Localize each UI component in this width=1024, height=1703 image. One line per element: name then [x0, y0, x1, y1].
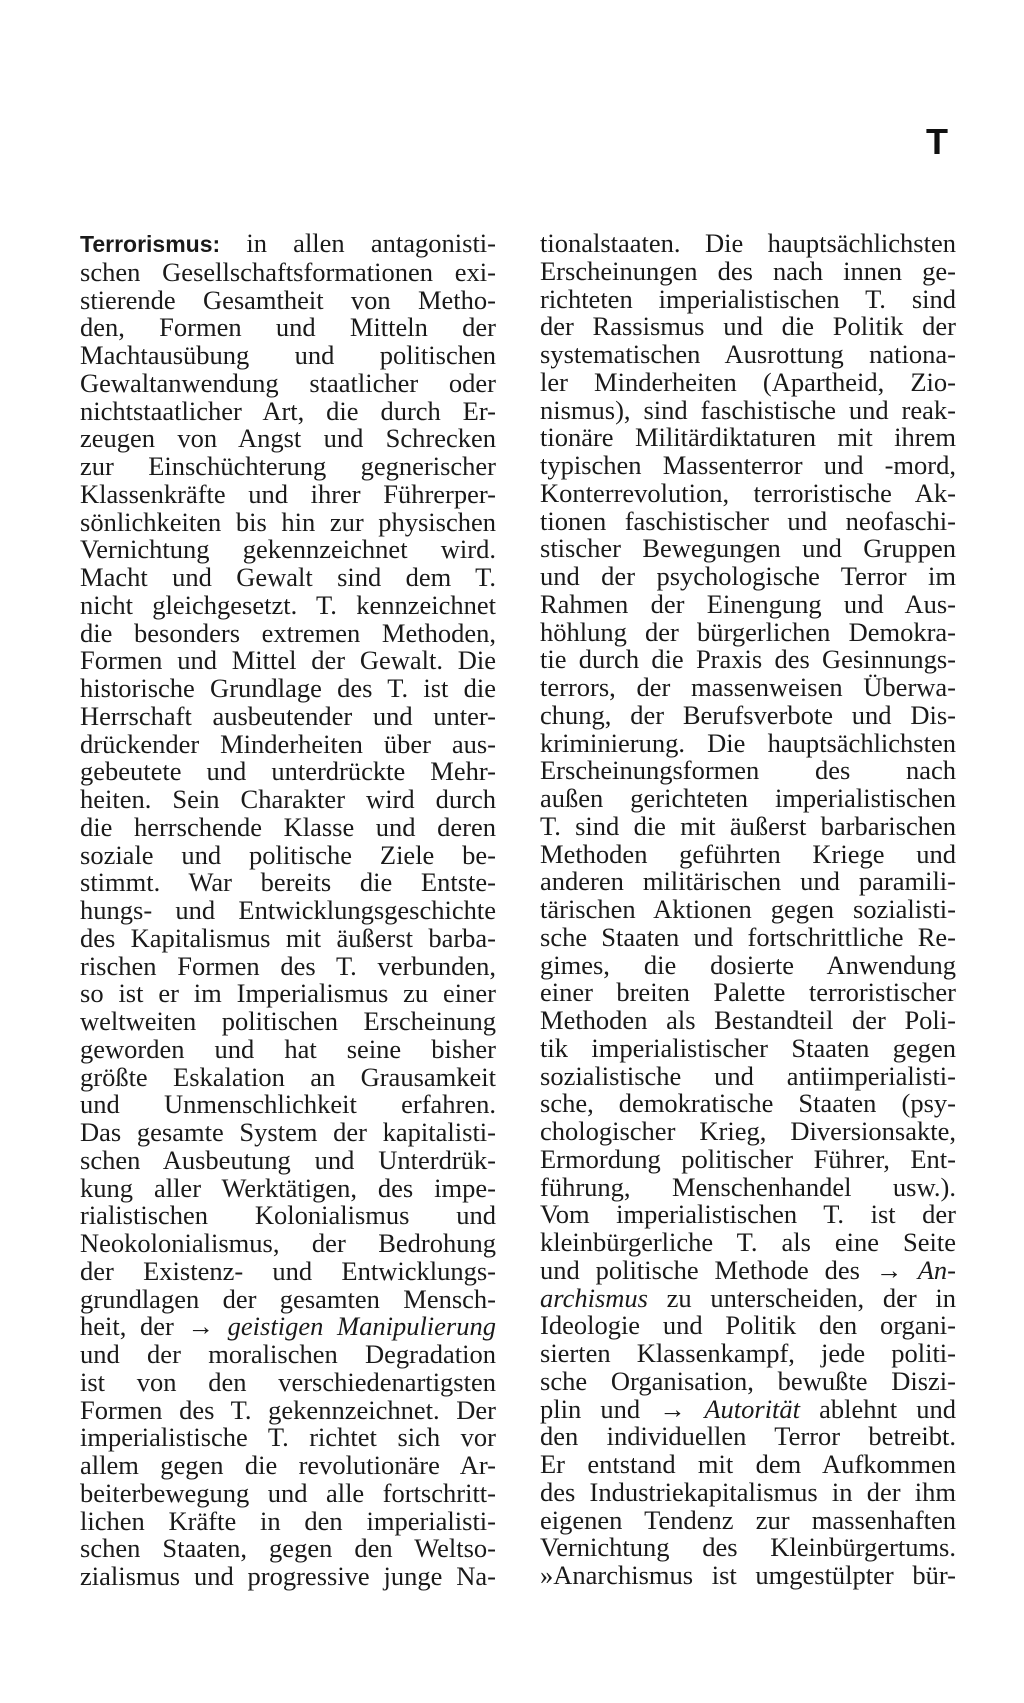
text-segment: gebeutete und unterdrückte Mehr- — [80, 756, 496, 787]
text-line — [540, 1060, 956, 1091]
text-line — [80, 1341, 496, 1369]
text-line — [540, 394, 956, 425]
text-line — [80, 1313, 496, 1341]
text-segment: Formen des T. gekennzeichnet. Der — [80, 1394, 496, 1425]
text-line — [80, 811, 496, 842]
text-segment: und der moralischen Degradation — [80, 1339, 496, 1369]
text-segment: kung aller Werktätigen, des impe- — [80, 1172, 496, 1203]
text-line — [80, 395, 496, 426]
text-segment: Er entstand mit dem Aufkommen — [540, 1449, 956, 1479]
text-line — [80, 1033, 496, 1064]
text-segment: geworden und hat seine bisher — [80, 1033, 496, 1064]
text-segment: typischen Massenterror und -mord, — [540, 450, 956, 480]
cross-reference: archismus — [540, 1282, 648, 1313]
text-line — [80, 478, 496, 509]
text-line — [540, 979, 956, 1007]
text-segment: sozialistische und antiimperialisti- — [540, 1060, 956, 1091]
text-line — [540, 588, 956, 619]
cross-reference: → Autorität — [659, 1393, 801, 1424]
text-segment: und politische Methode des — [540, 1254, 876, 1285]
text-segment: so ist er im Imperialismus zu einer — [80, 978, 496, 1009]
text-line — [80, 564, 496, 592]
text-line — [80, 1505, 496, 1536]
text-segment: ler Minderheiten (Apartheid, Zio- — [540, 366, 956, 397]
text-column-right — [540, 230, 956, 1590]
text-line — [80, 869, 496, 897]
text-segment: die herrschende Klasse und deren — [80, 811, 496, 842]
text-segment: stimmt. War bereits die Entste- — [80, 867, 496, 898]
text-line — [540, 452, 956, 480]
text-segment: ist von den verschiedenartigsten — [80, 1366, 496, 1397]
text-segment: der Rassismus und die Politik der — [540, 311, 956, 342]
text-line — [80, 314, 496, 342]
text-segment: führung, Menschenhandel usw.). — [540, 1171, 956, 1202]
text-segment: zur Einschüchterung gegnerischer — [80, 451, 496, 481]
text-segment: und Unmenschlichkeit erfahren. — [80, 1089, 496, 1120]
text-segment: systematischen Ausrottung nationa- — [540, 339, 956, 369]
text-segment: Methoden als Bestandteil der Poli- — [540, 1005, 956, 1035]
text-line — [80, 342, 496, 370]
text-line — [540, 810, 956, 841]
text-line — [540, 283, 956, 314]
text-line — [540, 424, 956, 452]
text-line — [540, 563, 956, 591]
text-line — [80, 1119, 496, 1147]
text-segment: Klassenkräfte und ihrer Führerper- — [80, 478, 496, 509]
text-segment: die besonders extremen Methoden, — [80, 617, 496, 648]
text-line — [540, 1504, 956, 1535]
text-line — [540, 868, 956, 896]
text-line — [540, 1393, 956, 1424]
text-line — [80, 367, 496, 398]
text-segment: schen Gesellschaftsformationen exi- — [80, 256, 496, 287]
text-line — [80, 1535, 496, 1563]
text-segment: Machtausübung und politischen — [80, 340, 496, 370]
text-segment: sche, demokratische Staaten (psy- — [540, 1088, 956, 1119]
text-segment: Formen und Mittel der Gewalt. Die — [80, 645, 496, 676]
text-line — [80, 839, 496, 870]
cross-reference: → An- — [875, 1254, 956, 1285]
text-line — [80, 980, 496, 1008]
text-line — [540, 366, 956, 397]
text-segment: heiten. Sein Charakter wird durch — [80, 784, 496, 814]
text-segment: den, Formen und Mitteln der — [80, 312, 496, 343]
text-segment: Vernichtung gekennzeichnet wird. — [80, 534, 496, 565]
text-line — [540, 1534, 956, 1562]
text-line — [80, 1563, 496, 1591]
text-segment: rialistischen Kolonialismus und — [80, 1200, 496, 1231]
text-segment: außen gerichteten imperialistischen — [540, 783, 956, 813]
text-segment: heit, der — [80, 1311, 188, 1342]
text-segment: Methoden geführten Kriege und — [540, 838, 956, 869]
text-segment: sönlichkeiten bis hin zur physischen — [80, 506, 496, 537]
text-line — [540, 313, 956, 341]
text-line — [80, 453, 496, 481]
text-segment: höhlung der bürgerlichen Demokra- — [540, 616, 956, 647]
text-segment: tik imperialistischer Staaten gegen — [540, 1032, 956, 1063]
text-segment: Konterrevolution, terroristische Ak- — [540, 477, 956, 508]
text-line — [540, 1282, 956, 1313]
text-segment: des Kapitalismus mit äußerst barba- — [80, 922, 496, 953]
text-segment: in allen antagonisti- — [246, 228, 496, 258]
text-line — [540, 646, 956, 674]
text-segment: den individuellen Terror betreibt. — [540, 1421, 956, 1452]
text-line — [540, 1340, 956, 1368]
text-line — [540, 477, 956, 508]
text-segment: soziale und politische Ziele be- — [80, 839, 496, 870]
text-line — [80, 897, 496, 925]
text-segment: Vom imperialistischen T. ist der — [540, 1199, 956, 1230]
text-segment: anderen militärischen und paramili- — [540, 866, 956, 897]
text-line — [80, 536, 496, 564]
text-line — [80, 506, 496, 537]
text-segment: grundlagen der gesamten Mensch- — [80, 1283, 496, 1314]
text-line — [540, 1451, 956, 1479]
text-line — [540, 674, 956, 702]
text-segment: zu unterscheiden, der in — [647, 1282, 956, 1313]
text-segment: Macht und Gewalt sind dem T. — [80, 562, 496, 592]
text-line — [80, 1172, 496, 1203]
text-line — [80, 647, 496, 675]
text-segment: tionalstaaten. Die hauptsächlichsten — [540, 228, 956, 258]
text-segment: Erscheinungsformen des nach — [540, 755, 956, 786]
text-line — [80, 1394, 496, 1425]
text-line — [540, 1090, 956, 1118]
text-segment: Erscheinungen des nach innen ge- — [540, 255, 956, 286]
text-segment: stierende Gesamtheit von Metho- — [80, 284, 496, 315]
text-segment: Herrschaft ausbeutender und unter- — [80, 700, 496, 731]
text-segment: plin und — [540, 1393, 660, 1424]
text-segment: schen Staaten, gegen den Weltso- — [80, 1533, 496, 1564]
text-segment: nichtstaatlicher Art, die durch Er- — [80, 395, 496, 426]
text-line — [540, 949, 956, 980]
text-line — [80, 728, 496, 759]
text-line — [80, 1255, 496, 1286]
text-line — [540, 1476, 956, 1507]
text-line — [540, 1118, 956, 1146]
text-line — [540, 1562, 956, 1590]
text-segment: und der psychologische Terror im — [540, 561, 956, 591]
text-segment: imperialistische T. richtet sich vor — [80, 1422, 496, 1453]
text-segment: weltweiten politischen Erscheinung — [80, 1006, 496, 1036]
text-segment: sche Organisation, bewußte Diszi- — [540, 1365, 956, 1396]
text-segment: nismus), sind faschistische und reak- — [540, 394, 956, 425]
text-line — [540, 1365, 956, 1396]
text-segment: »Anarchismus ist umgestülpter bür- — [540, 1560, 956, 1590]
text-segment: Ermordung politischer Führer, Ent- — [540, 1143, 956, 1174]
text-line — [80, 1452, 496, 1480]
text-line — [80, 675, 496, 703]
text-line — [540, 921, 956, 952]
text-line — [80, 1008, 496, 1036]
text-line — [540, 757, 956, 785]
text-segment: schen Ausbeutung und Unterdrük- — [80, 1144, 496, 1175]
text-segment: zialismus und progressive junge Na- — [80, 1561, 496, 1591]
text-line — [80, 1144, 496, 1175]
text-segment: lichen Kräfte in den imperialisti- — [80, 1505, 496, 1536]
text-line — [80, 922, 496, 953]
text-line — [540, 896, 956, 924]
text-line — [80, 425, 496, 453]
cross-reference: → geistigen Manipulierung — [187, 1311, 496, 1342]
text-segment: sche Staaten und fortschrittliche Re- — [540, 921, 956, 952]
text-line — [80, 617, 496, 648]
text-segment: tionäre Militärdiktaturen mit ihrem — [540, 422, 956, 453]
text-segment: des Industriekapitalismus in der ihm — [540, 1476, 956, 1507]
text-line — [80, 589, 496, 620]
text-segment: allem gegen die revolutionäre Ar- — [80, 1450, 496, 1480]
text-line — [540, 699, 956, 730]
text-segment: stischer Bewegungen und Gruppen — [540, 533, 956, 564]
text-line — [80, 1091, 496, 1119]
text-line — [540, 505, 956, 536]
text-segment: T. sind die mit äußerst barbarischen — [540, 810, 956, 841]
text-segment: terrors, der massenweisen Überwa- — [540, 672, 956, 702]
text-segment: eigenen Tendenz zur massenhaften — [540, 1504, 956, 1535]
text-line — [540, 1007, 956, 1035]
text-segment: gimes, die dosierte Anwendung — [540, 949, 956, 980]
text-line — [80, 786, 496, 814]
text-line — [540, 1032, 956, 1063]
text-line — [540, 1423, 956, 1451]
text-segment: chung, der Berufsverbote und Dis- — [540, 699, 956, 730]
text-line — [80, 1230, 496, 1258]
text-segment: der Existenz- und Entwicklungs- — [80, 1255, 496, 1286]
text-line — [80, 700, 496, 731]
section-letter: T — [926, 121, 948, 162]
text-line — [540, 1312, 956, 1340]
text-segment: tärischen Aktionen gegen sozialisti- — [540, 894, 956, 924]
text-line — [540, 1229, 956, 1257]
entry-headword: Terrorismus: — [80, 231, 221, 257]
text-line — [80, 1061, 496, 1092]
text-line — [80, 230, 496, 259]
text-line — [540, 616, 956, 647]
text-line — [540, 255, 956, 286]
text-line — [540, 1254, 956, 1285]
text-segment: hungs- und Entwicklungsgeschichte — [80, 895, 496, 925]
text-line — [80, 256, 496, 287]
text-segment: chologischer Krieg, Diversionsakte, — [540, 1116, 956, 1146]
text-line — [540, 785, 956, 813]
text-line — [540, 1171, 956, 1202]
text-line — [80, 1424, 496, 1452]
text-segment: Vernichtung des Kleinbürgertums. — [540, 1532, 956, 1563]
text-segment: Neokolonialismus, der Bedrohung — [80, 1228, 496, 1258]
text-segment: Gewaltanwendung staatlicher oder — [80, 367, 496, 398]
text-segment: kleinbürgerliche T. als eine Seite — [540, 1227, 956, 1257]
text-segment: Das gesamte System der kapitalisti- — [80, 1117, 496, 1147]
text-segment: drückender Minderheiten über aus- — [80, 728, 496, 759]
text-segment: Rahmen der Einengung und Aus- — [540, 588, 956, 619]
text-line — [80, 1202, 496, 1230]
text-segment: richteten imperialistischen T. sind — [540, 283, 956, 314]
text-line — [80, 758, 496, 786]
text-line — [540, 1143, 956, 1174]
text-segment: tie durch die Praxis des Gesinnungs- — [540, 644, 956, 675]
text-segment: ablehnt und — [800, 1393, 956, 1424]
text-segment: rischen Formen des T. verbunden, — [80, 950, 496, 981]
text-line — [540, 838, 956, 869]
text-segment: größte Eskalation an Grausamkeit — [80, 1061, 496, 1092]
text-segment: kriminierung. Die hauptsächlichsten — [540, 727, 956, 758]
text-segment: historische Grundlage des T. ist die — [80, 673, 496, 703]
text-line — [80, 950, 496, 981]
text-line — [540, 535, 956, 563]
text-line — [540, 1201, 956, 1229]
text-segment: zeugen von Angst und Schrecken — [80, 423, 496, 454]
text-line — [80, 1366, 496, 1397]
text-segment: beiterbewegung und alle fortschritt- — [80, 1477, 496, 1508]
text-line — [540, 727, 956, 758]
text-line — [80, 1477, 496, 1508]
text-line — [540, 230, 956, 258]
text-segment: nicht gleichgesetzt. T. kennzeichnet — [80, 589, 496, 620]
text-line — [540, 341, 956, 369]
text-line — [80, 1283, 496, 1314]
text-segment: Ideologie und Politik den organi- — [540, 1310, 956, 1341]
text-segment: tionen faschistischer und neofaschi- — [540, 505, 956, 536]
text-column-left — [80, 230, 496, 1591]
text-segment: einer breiten Palette terroristischer — [540, 977, 956, 1008]
text-line — [80, 284, 496, 315]
text-segment: sierten Klassenkampf, jede politi- — [540, 1338, 956, 1368]
